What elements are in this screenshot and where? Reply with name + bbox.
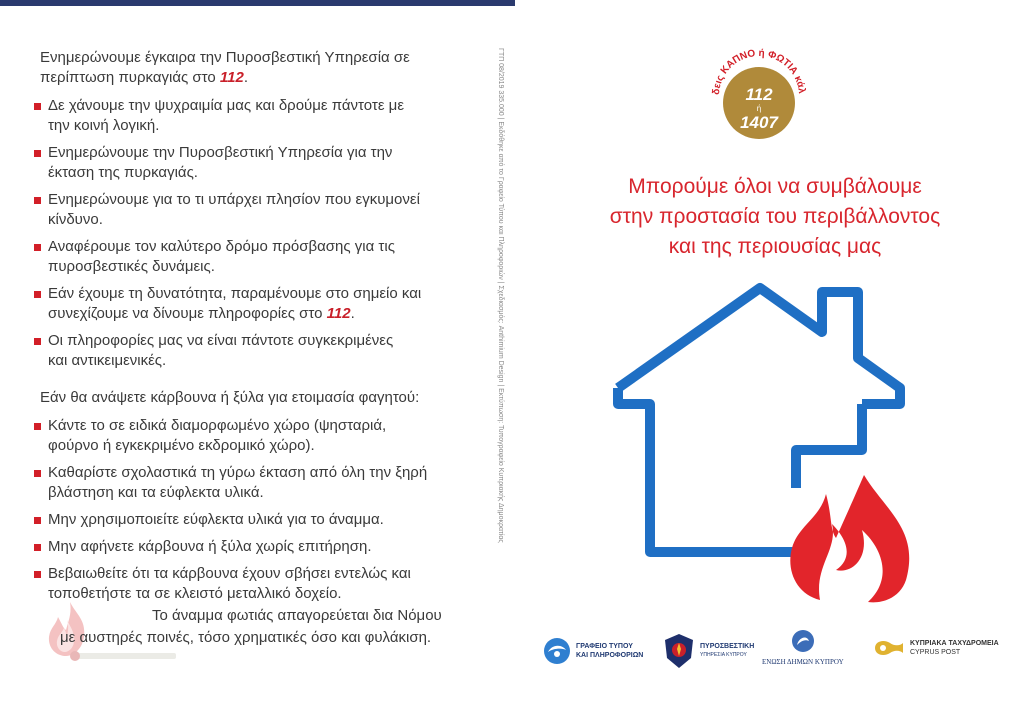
list-item-line: Κάντε το σε ειδικά διαμορφωμένο χώρο (ψησταριά, [48, 417, 387, 434]
house-walls [618, 388, 795, 552]
vertical-imprint-text: ΓΤΠ 08/2019 335.000 | Εκδόθηκε από το Γραφείο Τύπου και Πληροφοριών | Σχεδιασμός: Anthimium Design | Εκτύπωση: Τυπογραφείο Κυπριακής Δημοκρατίας [497, 48, 504, 543]
list-item-line: Δε χάνουμε την ψυχραιμία μας και δρούμε πάντοτε με [48, 97, 405, 114]
badge-graphic [709, 48, 809, 148]
list-item-end: . [350, 305, 355, 322]
intro-paragraph [40, 48, 410, 88]
list-item [34, 237, 421, 277]
list-item-line: Μην αφήνετε κάρβουνα ή ξύλα χωρίς επιτήρηση. [48, 538, 372, 555]
fire-service-logo [662, 632, 754, 670]
section2-title: Εάν θα ανάψετε κάρβουνα ή ξύλα για ετοιμασία φαγητού: [40, 389, 420, 406]
headline-line-3: και της περιουσίας μας [668, 235, 882, 258]
list-item-line: Βεβαιωθείτε ότι τα κάρβουνα έχουν σβήσει εντελώς και [48, 565, 411, 582]
headline [555, 172, 995, 262]
list-item [34, 96, 421, 136]
list-item-text: συνεχίζουμε να δίνουμε πληροφορίες στο [48, 305, 327, 322]
cyprus-post-text-2: CYPRUS POST [910, 649, 961, 656]
pio-text-1: ΓΡΑΦΕΙΟ ΤΥΠΟΥ [576, 643, 633, 650]
list-item-line: έκταση της πυρκαγιάς. [48, 164, 198, 181]
list-item-line: και αντικειμενικές. [48, 352, 167, 369]
intro-line-1: Ενημερώνουμε έγκαιρα την Πυροσβεστική Υπηρεσία σε [40, 49, 410, 66]
flame-icon [790, 475, 909, 602]
list-item-line: την κοινή λογική. [48, 117, 160, 134]
list-item-line: κίνδυνο. [48, 211, 103, 228]
badge-or: ή [756, 104, 762, 113]
emergency-number-112: 112 [326, 305, 351, 322]
fire-service-text-1: ΠΥΡΟΣΒΕΣΤΙΚΗ [700, 643, 755, 650]
partner-logos [540, 628, 1010, 678]
list-item [34, 416, 427, 456]
fire-service-text [700, 642, 754, 660]
intro-line-2 [40, 68, 410, 88]
badge-number-1407: 1407 [740, 113, 778, 132]
list-item-line: Ενημερώνουμε την Πυροσβεστική Υπηρεσία για την [48, 144, 393, 161]
list-item-line: Εάν έχουμε τη δυνατότητα, παραμένουμε στο σημείο και [48, 285, 422, 302]
post-horn-icon [872, 636, 906, 660]
intro-112: 112 [219, 69, 244, 86]
municipalities-logo [762, 628, 844, 666]
house-roof [618, 288, 900, 404]
list-item-line: Καθαρίστε σχολαστικά τη γύρω έκταση από όλη την ξηρή [48, 464, 428, 481]
list-item-line: βλάστηση και τα εύφλεκτα υλικά. [48, 484, 264, 501]
bbq-bullet-list [34, 416, 427, 611]
list-item-line: πυροσβεστικές δυνάμεις. [48, 258, 215, 275]
municipalities-text: ΕΝΩΣΗ ΔΗΜΩΝ ΚΥΠΡΟΥ [762, 658, 844, 666]
vertical-imprint [494, 48, 508, 648]
list-item-line: Μην χρησιμοποιείτε εύφλεκτα υλικά για το άναμμα. [48, 511, 384, 528]
badge-arc-text: δεις ΚΑΠΝΟ ή ΦΩΤΙΑ κάλ [710, 48, 807, 96]
list-item [34, 537, 427, 557]
intro-line-2-text: περίπτωση πυρκαγιάς στο [40, 69, 220, 86]
list-item [34, 143, 421, 183]
cyprus-post-text-1: ΚΥΠΡΙΑΚΑ ΤΑΧΥΔΡΟΜΕΙΑ [910, 640, 999, 647]
list-item-line: Αναφέρουμε τον καλύτερο δρόμο πρόσβασης για τις [48, 238, 395, 255]
pio-text [576, 642, 643, 660]
law-warning-line-1: Το άναμμα φωτιάς απαγορεύεται δια Νόμου [152, 607, 442, 624]
municipalities-emblem-icon [790, 628, 816, 654]
pio-emblem-icon [542, 636, 572, 666]
house-step [796, 404, 862, 488]
list-item [34, 331, 421, 371]
list-item-line: φούρνο ή εγκεκριμένο εκδρομικό χώρο). [48, 437, 315, 454]
list-item-line: τοποθετήστε τα σε κλειστό μεταλλικό δοχείο. [48, 585, 342, 602]
fire-service-emblem-icon [662, 632, 696, 670]
emergency-bullet-list [34, 96, 421, 378]
intro-end: . [243, 69, 248, 86]
headline-line-1: Μπορούμε όλοι να συμβάλουμε [628, 175, 922, 198]
cyprus-post-logo [872, 636, 999, 660]
badge-number-112: 112 [745, 85, 773, 104]
pio-logo [542, 636, 643, 666]
pio-text-2: ΚΑΙ ΠΛΗΡΟΦΟΡΙΩΝ [576, 652, 644, 659]
list-item [34, 463, 427, 503]
cyprus-post-text [910, 639, 999, 657]
list-item [34, 510, 427, 530]
list-item [34, 190, 421, 230]
emergency-badge [709, 48, 809, 148]
list-item-line [48, 304, 421, 324]
list-item-line: Οι πληροφορίες μας να είναι πάντοτε συγκεκριμένες [48, 332, 394, 349]
list-item [34, 284, 421, 324]
list-item-line: Ενημερώνουμε για το τι υπάρχει πλησίον που εγκυμονεί [48, 191, 420, 208]
house-fire-illustration [600, 280, 930, 610]
law-warning-line-2: με αυστηρές ποινές, τόσο χρηματικές όσο και φυλάκιση. [60, 629, 432, 646]
headline-line-2: στην προστασία του περιβάλλοντος [609, 205, 941, 228]
fire-service-text-2: ΥΠΗΡΕΣΙΑ ΚΥΠΡΟΥ [700, 652, 747, 658]
